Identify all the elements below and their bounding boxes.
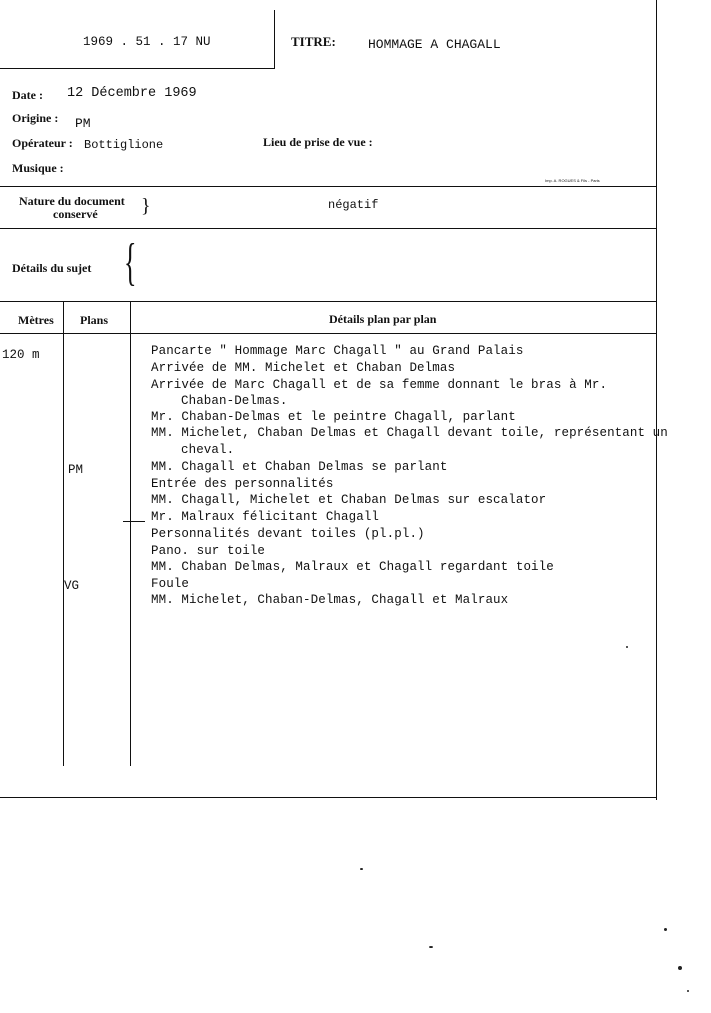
nature-top-rule [0, 186, 656, 187]
detail-line: Entrée des personnalités [151, 477, 334, 491]
operateur-value: Bottiglione [84, 138, 164, 152]
document-title: HOMMAGE A CHAGALL [368, 37, 501, 52]
table-bottom-rule [0, 797, 657, 798]
detail-line: Arrivée de Marc Chagall et de sa femme donnant le bras à Mr. [151, 378, 608, 392]
nature-brace: } [141, 195, 151, 217]
origine-label: Origine : [12, 111, 59, 125]
nature-bottom-rule [0, 228, 656, 229]
col-rule-1 [63, 301, 64, 766]
nature-label-1: Nature du document [19, 194, 125, 208]
detail-line: MM. Michelet, Chaban-Delmas, Chagall et Malraux [151, 593, 509, 607]
detail-line: MM. Chagall, Michelet et Chaban Delmas sur escalator [151, 493, 547, 507]
col-header-details: Détails plan par plan [329, 312, 437, 326]
metres-value: 120 m [2, 348, 40, 362]
details-sujet-label: Détails du sujet [12, 261, 92, 275]
plan-vg: VG [64, 579, 80, 593]
date-label: Date : [12, 88, 43, 102]
detail-line: Personnalités devant toiles (pl.pl.) [151, 527, 425, 541]
table-header-rule [0, 333, 656, 334]
scan-speck [360, 868, 363, 870]
col-rule-2 [130, 301, 131, 766]
header-box-right [274, 10, 275, 69]
nature-label-2: conservé [53, 207, 98, 221]
detail-line: Arrivée de MM. Michelet et Chaban Delmas [151, 361, 456, 375]
lieu-label: Lieu de prise de vue : [263, 135, 373, 149]
detail-line: Foule [151, 577, 190, 591]
scan-speck [678, 966, 682, 970]
date-value: 12 Décembre 1969 [67, 86, 197, 101]
detail-line: Mr. Malraux félicitant Chagall [151, 510, 380, 524]
details-sujet-brace: { [124, 234, 137, 291]
origine-value: PM [75, 116, 91, 131]
detail-line: MM. Michelet, Chaban Delmas et Chagall devant toile, représentant un [151, 426, 668, 440]
details-bottom-rule [0, 301, 656, 302]
detail-line: MM. Chagall et Chaban Delmas se parlant [151, 460, 448, 474]
plan-pm: PM [68, 463, 84, 477]
detail-line: Pano. sur toile [151, 544, 266, 558]
scan-speck [664, 928, 667, 931]
printer-imprint: Imp. A. ROGUES & Fils - Paris [545, 178, 600, 183]
operateur-label: Opérateur : [12, 136, 73, 150]
detail-line: Pancarte " Hommage Marc Chagall " au Grand Palais [151, 344, 524, 358]
page-right-edge [656, 0, 657, 800]
header-box-bottom [0, 68, 275, 69]
detail-line: Chaban-Delmas. [181, 394, 288, 408]
scan-speck [687, 990, 689, 992]
detail-line: MM. Chaban Delmas, Malraux et Chagall regardant toile [151, 560, 554, 574]
titre-label: TITRE: [291, 34, 336, 49]
scan-speck [626, 646, 628, 648]
col-header-plans: Plans [80, 313, 109, 327]
scan-speck [429, 946, 433, 948]
margin-arrow-marker [123, 521, 145, 522]
col-header-metres: Mètres [18, 313, 54, 327]
detail-line: Mr. Chaban-Delmas et le peintre Chagall, parlant [151, 410, 516, 424]
musique-label: Musique : [12, 161, 64, 175]
detail-line: cheval. [181, 443, 235, 457]
document-reference: 1969 . 51 . 17 NU [83, 35, 211, 49]
nature-value: négatif [328, 198, 379, 212]
